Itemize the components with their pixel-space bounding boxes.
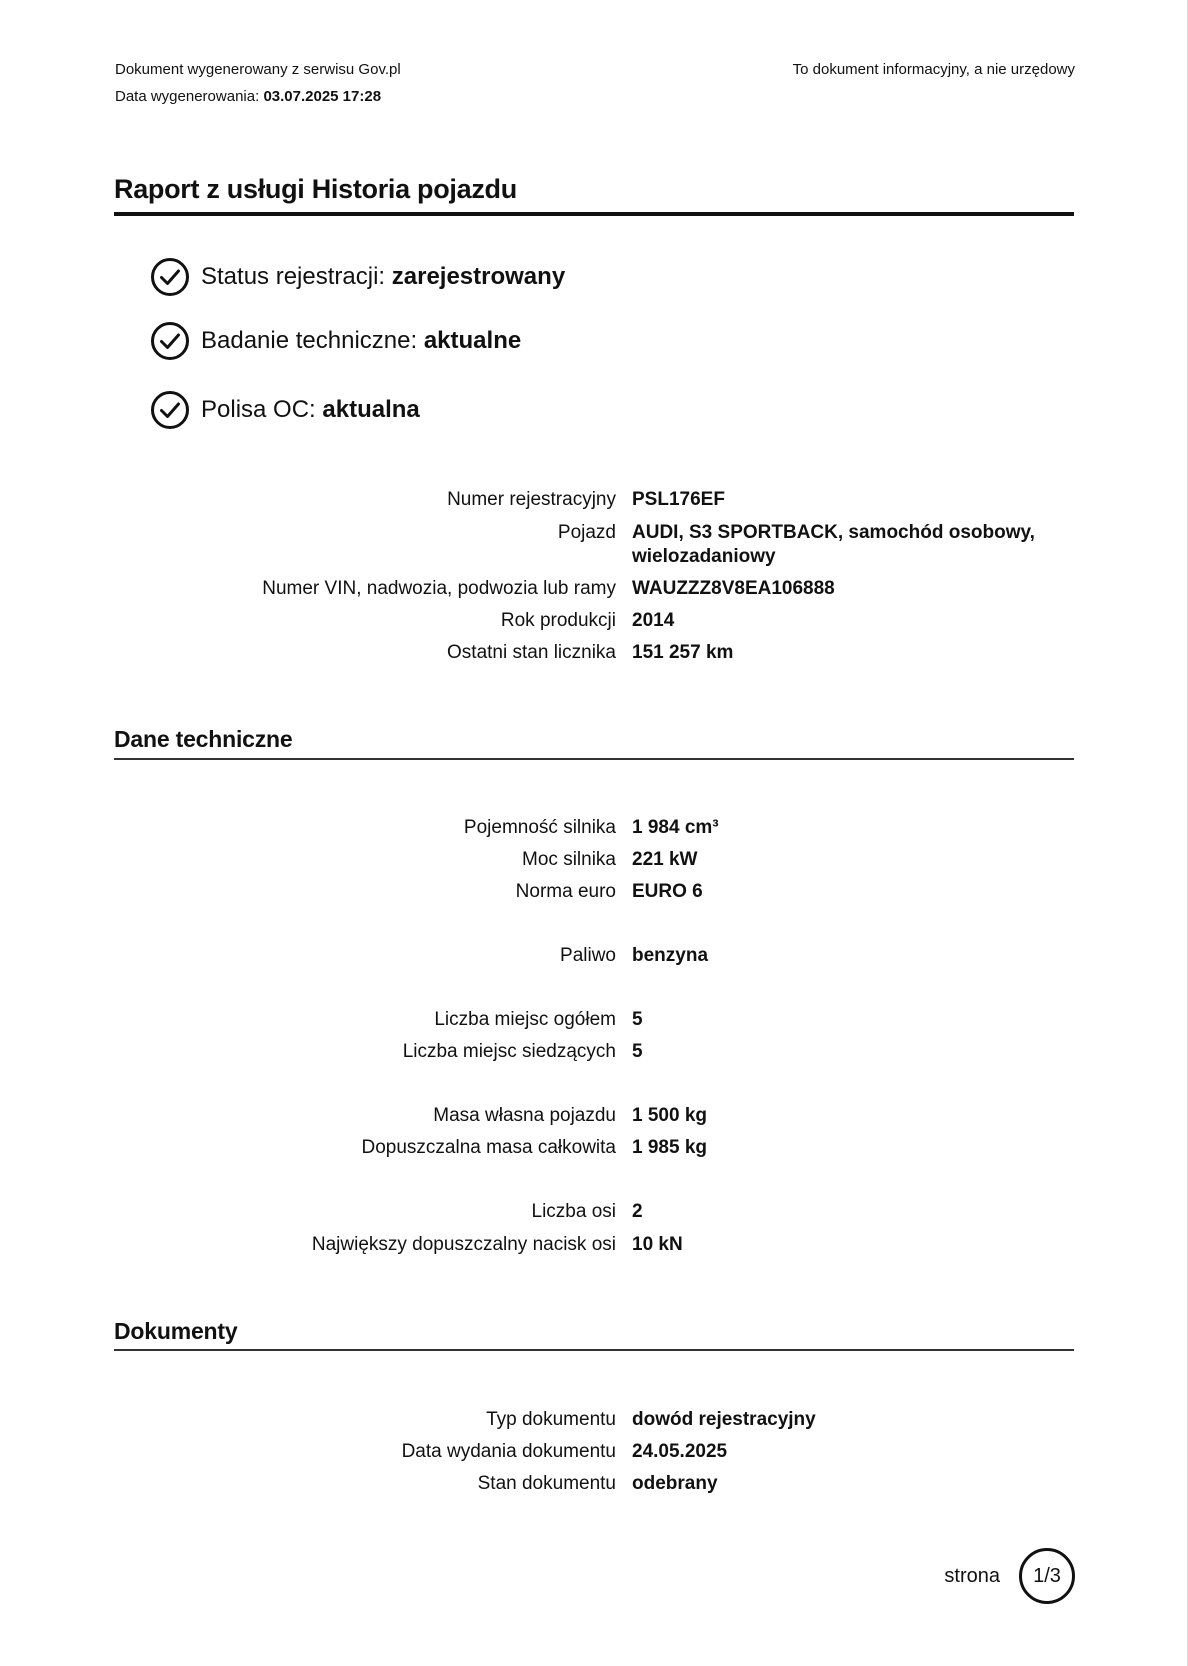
field-label: Liczba osi — [531, 1201, 616, 1222]
field-value: 10 kN — [632, 1234, 683, 1255]
field-value: 151 257 km — [632, 642, 734, 663]
status-registration — [150, 257, 565, 297]
status-insurance — [150, 390, 420, 430]
field-value: 221 kW — [632, 849, 698, 870]
pagination — [944, 1548, 1075, 1604]
field-value: benzyna — [632, 945, 709, 966]
check-circle-icon — [150, 390, 190, 430]
status-label: Polisa OC: — [201, 396, 316, 423]
field-value: odebrany — [632, 1473, 718, 1494]
vehicle-row — [0, 488, 1188, 512]
section-divider — [114, 758, 1074, 760]
field-label: Ostatni stan licznika — [447, 642, 616, 663]
vehicle-row — [0, 521, 1188, 569]
document-row — [0, 1440, 1188, 1464]
field-value: 5 — [632, 1009, 643, 1030]
field-label: Numer rejestracyjny — [447, 489, 616, 510]
disclaimer: To dokument informacyjny, a nie urzędowy — [792, 61, 1075, 78]
field-value: 2 — [632, 1201, 643, 1222]
document-row — [0, 1408, 1188, 1432]
page-number: 1/3 — [1033, 1564, 1061, 1587]
document-row — [0, 1472, 1188, 1496]
status-value: aktualna — [322, 396, 420, 423]
technical-row — [0, 880, 1188, 904]
status-value: zarejestrowany — [391, 263, 566, 290]
vehicle-row — [0, 641, 1188, 665]
field-label: Stan dokumentu — [477, 1473, 616, 1494]
field-label: Numer VIN, nadwozia, podwozia lub ramy — [262, 578, 616, 599]
field-value: 24.05.2025 — [632, 1441, 728, 1462]
source-text: Dokument wygenerowany z serwisu Gov.pl — [115, 61, 401, 78]
technical-row — [0, 1104, 1188, 1128]
field-label: Paliwo — [560, 945, 616, 966]
field-value: EURO 6 — [632, 881, 703, 902]
vehicle-row — [0, 577, 1188, 601]
field-value: 1 984 cm³ — [632, 817, 719, 838]
generated-label: Data wygenerowania: — [115, 88, 260, 105]
pagination-label: strona — [944, 1564, 1000, 1587]
field-label: Norma euro — [515, 881, 616, 902]
status-inspection — [150, 321, 521, 361]
field-value: 1 985 kg — [632, 1137, 707, 1158]
status-label: Badanie techniczne: — [201, 327, 418, 354]
field-label: Liczba miejsc ogółem — [434, 1009, 616, 1030]
field-value: WAUZZZ8V8EA106888 — [632, 578, 835, 599]
field-label: Pojemność silnika — [463, 817, 616, 838]
page-number-badge — [1019, 1548, 1075, 1604]
generated-date — [115, 83, 401, 110]
field-label: Masa własna pojazdu — [433, 1105, 616, 1126]
field-value: 1 500 kg — [632, 1105, 707, 1126]
technical-row — [0, 816, 1188, 840]
field-value: 2014 — [632, 610, 675, 631]
section-divider — [114, 1349, 1074, 1351]
field-label: Rok produkcji — [500, 610, 616, 631]
field-label: Typ dokumentu — [486, 1409, 616, 1430]
generated-value: 03.07.2025 17:28 — [263, 88, 382, 105]
field-label: Dopuszczalna masa całkowita — [361, 1137, 616, 1158]
field-value: 5 — [632, 1041, 643, 1062]
technical-row — [0, 1136, 1188, 1160]
page-title: Raport z usługi Historia pojazdu — [114, 174, 517, 204]
field-label: Liczba miejsc siedzących — [402, 1041, 616, 1062]
section-title-documents: Dokumenty — [114, 1318, 238, 1344]
field-value: PSL176EF — [632, 489, 725, 510]
field-label: Moc silnika — [522, 849, 616, 870]
check-circle-icon — [150, 257, 190, 297]
technical-row — [0, 1040, 1188, 1064]
status-label: Status rejestracji: — [201, 263, 386, 290]
title-divider — [114, 212, 1074, 216]
check-circle-icon — [150, 321, 190, 361]
section-title-technical: Dane techniczne — [114, 726, 293, 752]
field-value: AUDI, S3 SPORTBACK, samochód osobowy, wielozadaniowy — [632, 522, 1035, 567]
field-label: Data wydania dokumentu — [401, 1441, 616, 1462]
technical-row — [0, 1200, 1188, 1224]
field-label: Największy dopuszczalny nacisk osi — [311, 1234, 616, 1255]
header-meta — [115, 56, 401, 110]
technical-row — [0, 944, 1188, 968]
field-label: Pojazd — [557, 522, 616, 543]
field-value: dowód rejestracyjny — [632, 1409, 816, 1430]
technical-row — [0, 1008, 1188, 1032]
technical-row — [0, 848, 1188, 872]
status-value: aktualne — [423, 327, 522, 354]
technical-row — [0, 1233, 1188, 1257]
vehicle-row — [0, 609, 1188, 633]
